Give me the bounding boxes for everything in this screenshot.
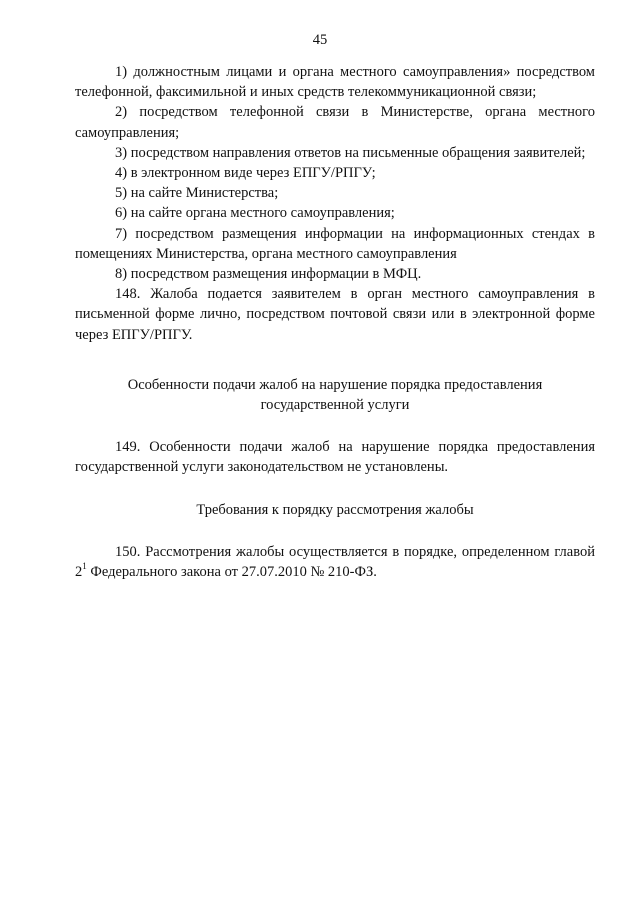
- section-heading-review-requirements: Требования к порядку рассмотрения жалобы: [196, 501, 474, 518]
- list-item-7: 7) посредством размещения информации на информационных стендах в помещениях Министерства, органа местного самоуправления: [75, 225, 595, 262]
- chapter-superscript: 1: [82, 561, 87, 572]
- list-item-5: 5) на сайте Министерства;: [115, 185, 279, 202]
- document-body: [75, 62, 595, 582]
- list-item-1: 1) должностным лицами и органа местного самоуправления» посредством телефонной, факсимильной и иных средств телекоммуникационной связи;: [75, 64, 595, 101]
- section-heading-complaint-features-line1: Особенности подачи жалоб на нарушение порядка предоставления: [127, 376, 543, 393]
- list-item-4: 4) в электронном виде через ЕПГУ/РПГУ;: [115, 165, 376, 182]
- paragraph-150: [75, 542, 595, 582]
- paragraph-150-text: 150. Рассмотрения жалобы осуществляется в порядке, определенном главой 2: [75, 543, 595, 581]
- page-number: 45: [312, 32, 328, 48]
- paragraph-148: 148. Жалоба подается заявителем в орган местного самоуправления в письменной форме лично, посредством почтовой связи или в электронной форме через ЕПГУ/РПГУ.: [75, 286, 595, 343]
- paragraph-149: 149. Особенности подачи жалоб на нарушение порядка предоставления государственной услуги законодательством не установлены.: [75, 439, 595, 476]
- paragraph-150-text-end: Федерального закона от 27.07.2010 № 210-ФЗ.: [86, 564, 377, 581]
- list-item-2: 2) посредством телефонной связи в Министерстве, органа местного самоуправления;: [75, 104, 595, 141]
- list-item-8: 8) посредством размещения информации в МФЦ.: [115, 266, 422, 283]
- list-item-6: 6) на сайте органа местного самоуправления;: [115, 205, 395, 222]
- list-item-3: 3) посредством направления ответов на письменные обращения заявителей;: [115, 144, 586, 161]
- section-heading-complaint-features-line2: государственной услуги: [260, 397, 410, 414]
